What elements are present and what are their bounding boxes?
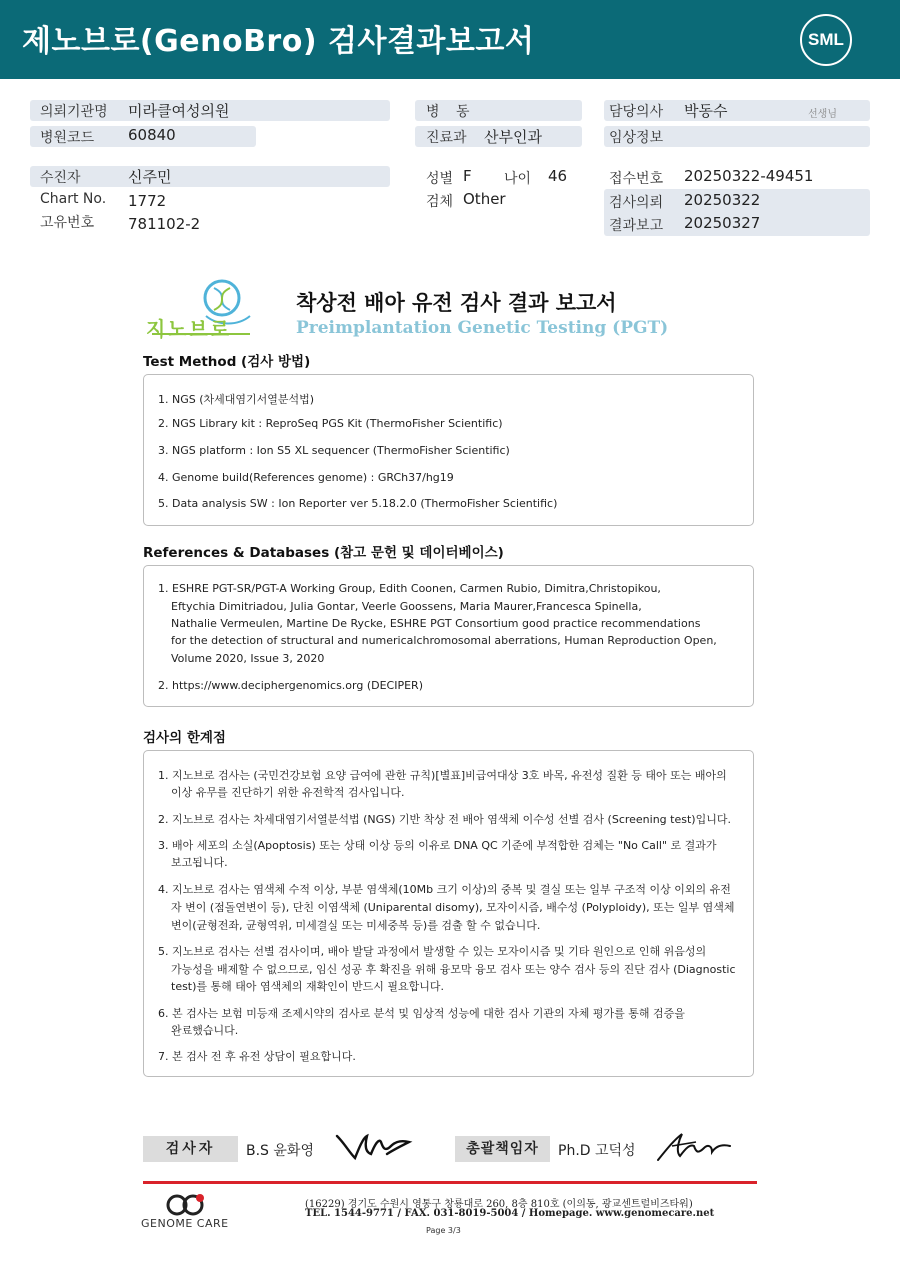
hospital-code-label: 병원코드: [40, 130, 95, 146]
sml-logo-text: SML: [808, 30, 844, 49]
institution-label: 의뢰기관명: [40, 104, 108, 120]
director-signature-icon: [654, 1128, 734, 1164]
method-title: Test Method (검사 방법): [143, 354, 311, 370]
age-value: 46: [548, 167, 568, 185]
footer-address: (16229) 경기도 수원시 영통구 창룡대로 260, 8층 810호 (이의동, 광교센트럴비즈타워): [305, 1199, 693, 1210]
sml-logo: [800, 14, 852, 66]
reference-line: Nathalie Vermeulen, Martine De Rycke, ESHRE PGT Consortium good practice recommendations: [171, 617, 701, 630]
limitation-line: 6. 본 검사는 보험 미등재 조제시약의 검사로 분석 및 임상적 성능에 대한 검사 기관의 자체 평가를 통해 검증을: [158, 1007, 685, 1020]
page-title: 제노브로(GenoBro) 검사결과보고서: [22, 24, 535, 59]
limitation-line: 1. 지노브로 검사는 (국민건강보험 요양 급여에 관한 규칙)[별표]비급여대상 3호 바목, 유전성 질환 등 태아 또는 배아의: [158, 769, 727, 782]
reference-line: Eftychia Dimitriadou, Julia Gontar, Veerle Goossens, Maria Maurer,Francesca Spinella,: [171, 600, 642, 613]
receipt-no-label: 접수번호: [609, 171, 664, 187]
age-label: 나이: [504, 171, 532, 187]
patient-value: 신주민: [128, 168, 172, 186]
report-title-ko: 착상전 배아 유전 검사 결과 보고서: [296, 291, 617, 315]
references-title: References & Databases (참고 문헌 및 데이터베이스): [143, 545, 504, 561]
page-header: [0, 0, 900, 79]
limitation-line: 5. 지노브로 검사는 선별 검사이며, 배아 발달 과정에서 발생할 수 있는 모자이시즘 및 기타 원인으로 인해 위음성의: [158, 945, 707, 958]
limitation-line: 이상 유무를 진단하기 위한 유전학적 검사입니다.: [171, 786, 405, 799]
limitations-title: 검사의 한계점: [143, 730, 226, 746]
institution-value: 미라클여성의원: [128, 102, 230, 120]
footer-rule: [143, 1181, 757, 1184]
footer-contact: TEL. 1544-9771 / FAX. 031-8019-5004 / Homepage. www.genomecare.net: [305, 1208, 715, 1219]
limitation-line: 4. 지노브로 검사는 염색체 수적 이상, 부분 염색체(10Mb 크기 이상)의 중복 및 결실 또는 일부 구조적 이상 이외의 유전: [158, 883, 731, 896]
hospital-code-value: 60840: [128, 126, 176, 144]
id-value: 781102-2: [128, 215, 201, 233]
limitation-line: 2. 지노브로 검사는 차세대염기서열분석법 (NGS) 기반 착상 전 배아 염색체 이수성 선별 검사 (Screening test)입니다.: [158, 813, 731, 826]
limitations-box: [143, 750, 754, 1077]
genome-care-text: GENOME CARE: [141, 1217, 229, 1230]
method-item: 1. NGS (차세대염기서열분석법): [158, 393, 315, 406]
doctor-suffix: 선생님: [808, 109, 837, 120]
limitation-line: 가능성을 배제할 수 없으므로, 임신 성공 후 확진을 위해 융모막 융모 검사 또는 양수 검사 등의 진단 검사 (Diagnostic: [171, 963, 736, 976]
examiner-signature-icon: [335, 1130, 415, 1162]
department-label: 진료과: [426, 130, 467, 146]
examiner-name: B.S 윤화영: [246, 1143, 314, 1159]
patient-bar: [30, 166, 390, 187]
specimen-value: Other: [463, 190, 506, 208]
reported-label: 결과보고: [609, 218, 664, 234]
sex-value: F: [463, 167, 472, 185]
method-item: 4. Genome build(References genome) : GRCh37/hg19: [158, 471, 454, 484]
id-label: 고유번호: [40, 215, 95, 231]
limitation-line: 자 변이 (점돌연변이 등), 단친 이염색체 (Uniparental disomy), 모자이시즘, 배수성 (Polyploidy), 또는 일부 염색체: [171, 901, 735, 914]
genobro-brand-text: 지노브로: [146, 317, 232, 341]
examiner-label: 검사자: [143, 1136, 238, 1162]
specimen-label: 검체: [426, 194, 454, 210]
ward-label: 병 동: [426, 104, 476, 120]
reference-line: 2. https://www.deciphergenomics.org (DECIPER): [158, 679, 423, 692]
limitation-line: 보고됩니다.: [171, 856, 228, 869]
reference-line: for the detection of structural and numericalchromosomal aberrations, Human Reproduction Open,: [171, 634, 717, 647]
reference-line: 1. ESHRE PGT-SR/PGT-A Working Group, Edith Coonen, Carmen Rubio, Dimitra,Christopikou,: [158, 582, 661, 595]
limitation-line: 변이(균형전좌, 균형역위, 미세결실 또는 미세중복 등)를 검출 할 수 없습니다.: [171, 919, 541, 932]
limitation-line: 완료했습니다.: [171, 1024, 239, 1037]
report-title-en: Preimplantation Genetic Testing (PGT): [296, 318, 669, 338]
reference-line: Volume 2020, Issue 3, 2020: [171, 652, 325, 665]
requested-label: 검사의뢰: [609, 195, 664, 211]
method-item: 2. NGS Library kit : ReproSeq PGS Kit (ThermoFisher Scientific): [158, 417, 503, 430]
method-box: [143, 374, 754, 526]
patient-label: 수진자: [40, 170, 81, 186]
requested-value: 20250322: [684, 191, 761, 209]
reported-value: 20250327: [684, 214, 761, 232]
director-label: 총괄책임자: [455, 1136, 550, 1162]
limitation-line: test)를 통해 태아 염색체의 재확인이 반드시 필요합니다.: [171, 980, 445, 993]
genome-care-logo-icon: [164, 1193, 208, 1217]
page-number: Page 3/3: [426, 1226, 461, 1235]
limitation-line: 3. 배아 세포의 소실(Apoptosis) 또는 상태 이상 등의 이유로 DNA QC 기준에 부적합한 검체는 "No Call" 로 결과가: [158, 839, 717, 852]
doctor-label: 담당의사: [609, 104, 664, 120]
director-name: Ph.D 고덕성: [558, 1143, 636, 1159]
sex-label: 성별: [426, 171, 454, 187]
clinical-label: 임상정보: [609, 130, 664, 146]
chart-label: Chart No.: [40, 191, 107, 207]
method-item: 3. NGS platform : Ion S5 XL sequencer (ThermoFisher Scientific): [158, 444, 510, 457]
method-item: 5. Data analysis SW : Ion Reporter ver 5.18.2.0 (ThermoFisher Scientific): [158, 497, 558, 510]
limitation-line: 7. 본 검사 전 후 유전 상담이 필요합니다.: [158, 1050, 356, 1063]
department-value: 산부인과: [484, 128, 542, 146]
references-box: [143, 565, 754, 707]
chart-value: 1772: [128, 192, 167, 210]
doctor-value: 박동수: [684, 102, 728, 120]
receipt-no-value: 20250322-49451: [684, 167, 814, 185]
